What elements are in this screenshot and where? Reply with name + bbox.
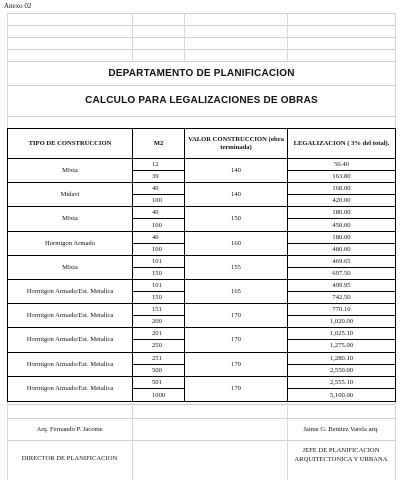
- header-legalization: LEGALIZACION ( 3% del total).: [293, 139, 390, 147]
- m2-cell-group: [133, 304, 185, 327]
- legalization-cell: 180.00: [288, 207, 395, 219]
- table-body: [8, 159, 395, 401]
- construction-type-cell: Hormigon Armado/Est. Metalica: [8, 353, 133, 376]
- signature-left-name: Arq. Fernando P. Jacome: [36, 426, 103, 433]
- legalization-cell: 420.00: [332, 197, 351, 205]
- construction-type-cell: Midavi: [8, 183, 133, 206]
- construction-type-cell: Hormigon Armado/Est. Metalica: [8, 304, 133, 327]
- construction-value-cell: 170: [185, 377, 288, 401]
- m2-cell: 40: [133, 207, 184, 219]
- m2-cell: 151: [133, 304, 184, 316]
- m2-cell: 100: [152, 197, 162, 205]
- table-row-group: [8, 280, 395, 304]
- legalization-cell: 770.10: [288, 304, 395, 316]
- table-row-group: [8, 232, 395, 256]
- legalization-cell: 1,025.10: [288, 328, 395, 340]
- m2-cell: 40: [133, 183, 184, 195]
- m2-cell: 251: [133, 353, 184, 365]
- construction-value-cell: 140: [185, 159, 288, 182]
- m2-cell-group: [133, 207, 185, 230]
- m2-cell: 201: [133, 328, 184, 340]
- legalization-cell: 1,280.10: [288, 353, 395, 365]
- legalization-cell-group: [288, 377, 395, 401]
- legalization-cell-group: [288, 304, 395, 327]
- m2-cell-group: [133, 183, 185, 206]
- m2-cell-group: [133, 328, 185, 351]
- header-value: VALOR CONSTRUCCION (obra terminada): [185, 129, 288, 158]
- table-row-group: [8, 304, 395, 328]
- m2-cell: 200: [152, 318, 162, 326]
- table-row-group: [8, 183, 395, 207]
- table-row-group: [8, 207, 395, 231]
- table-row-group: [8, 353, 395, 377]
- legalization-cell: 697.50: [332, 269, 351, 277]
- legalization-cell: 2,550.00: [329, 366, 354, 374]
- legalization-cell: 50.40: [288, 159, 395, 171]
- signature-left-title: DIRECTOR DE PLANIFICACION: [21, 455, 118, 462]
- construction-value-cell: 165: [185, 280, 288, 303]
- construction-value-cell: 160: [185, 232, 288, 255]
- legalization-cell-group: [288, 183, 395, 206]
- table-row-group: [8, 256, 395, 280]
- m2-cell: 250: [152, 342, 162, 350]
- m2-cell-group: [133, 280, 185, 303]
- legalization-cell: 450.00: [332, 221, 351, 229]
- construction-type-cell: Mixta: [8, 159, 133, 182]
- m2-cell: 150: [152, 294, 162, 302]
- m2-cell: 1000: [152, 391, 166, 399]
- legalization-cell: 1,275.00: [329, 342, 354, 350]
- table-row-group: [8, 377, 395, 401]
- legalization-cell: 180.00: [288, 232, 395, 244]
- construction-type-cell: Hormigon Armado: [8, 232, 133, 255]
- legalization-cell-group: [288, 159, 395, 182]
- header-m2: M2: [133, 129, 185, 158]
- m2-cell: 150: [152, 269, 162, 277]
- legalization-cell: 1,020.00: [329, 318, 354, 326]
- m2-cell-group: [133, 353, 185, 376]
- legalization-cell: 163.80: [332, 173, 351, 181]
- m2-cell-group: [133, 256, 185, 279]
- construction-type-cell: Mixta: [8, 207, 133, 230]
- construction-type-cell: Hormigon Armado/Est. Metalica: [8, 328, 133, 351]
- legalization-cell: 168.00: [288, 183, 395, 195]
- m2-cell: 39: [152, 173, 159, 181]
- construction-value-cell: 170: [185, 353, 288, 376]
- signature-right-title: JEFE DE PLANIFICACION ARQUITECTONICA Y URBANA: [294, 447, 388, 463]
- m2-cell: 101: [133, 256, 184, 268]
- legalization-cell: 499.95: [288, 280, 395, 292]
- m2-cell: 500: [152, 366, 162, 374]
- construction-value-cell: 150: [185, 207, 288, 230]
- legalization-cell: 469.65: [288, 256, 395, 268]
- m2-cell: 12: [133, 159, 184, 171]
- legalization-cell-group: [288, 353, 395, 376]
- legalization-cell-group: [288, 207, 395, 230]
- legalization-cell: 2,555.10: [288, 377, 395, 390]
- m2-cell: 101: [133, 280, 184, 292]
- construction-value-cell: 170: [185, 328, 288, 351]
- legalization-cell-group: [288, 280, 395, 303]
- table-header: [8, 129, 395, 159]
- legalization-table: [7, 128, 396, 402]
- legalization-cell: 742.50: [332, 294, 351, 302]
- construction-value-cell: 140: [185, 183, 288, 206]
- m2-cell-group: [133, 232, 185, 255]
- legalization-cell-group: [288, 256, 395, 279]
- header-type: TIPO DE CONSTRUCCION: [8, 129, 133, 158]
- table-row-group: [8, 328, 395, 352]
- construction-type-cell: Hormigon Armado/Est. Metalica: [8, 280, 133, 303]
- annex-label: Anexo 02: [4, 2, 32, 10]
- m2-cell: 40: [133, 232, 184, 244]
- m2-cell: 100: [152, 221, 162, 229]
- signature-right-name: Jaime G. Benitez Varela arq.: [303, 426, 379, 433]
- m2-cell-group: [133, 377, 185, 401]
- construction-value-cell: 170: [185, 304, 288, 327]
- construction-type-cell: Mixta: [8, 256, 133, 279]
- legalization-cell-group: [288, 232, 395, 255]
- legalization-cell: 5,100.00: [329, 391, 354, 399]
- m2-cell: 100: [152, 245, 162, 253]
- page-title: DEPARTAMENTO DE PLANIFICACION: [108, 68, 295, 79]
- m2-cell-group: [133, 159, 185, 182]
- m2-cell: 501: [133, 377, 184, 390]
- page-subtitle: CALCULO PARA LEGALIZACIONES DE OBRAS: [85, 95, 318, 106]
- legalization-cell-group: [288, 328, 395, 351]
- legalization-cell: 480.00: [332, 245, 351, 253]
- construction-value-cell: 155: [185, 256, 288, 279]
- construction-type-cell: Hormigon Armado/Est. Metalica: [8, 377, 133, 401]
- table-row-group: [8, 159, 395, 183]
